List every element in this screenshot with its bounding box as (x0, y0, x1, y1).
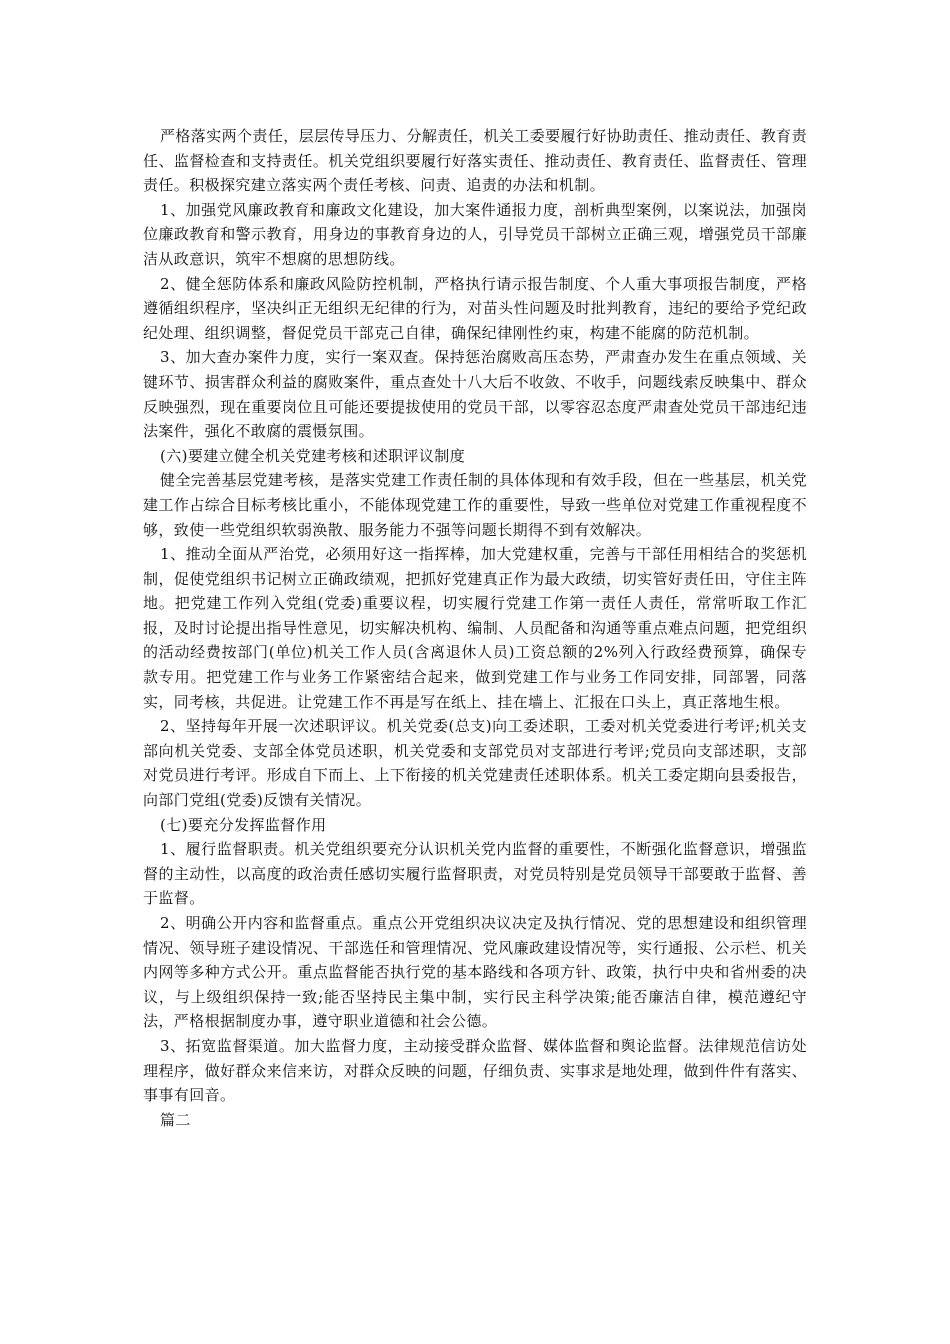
paragraph-item-1-education: 1、加强党风廉政教育和廉政文化建设，加大案件通报力度，剖析典型案例，以案说法，加强岗位廉政教育和警示教育，用身边的事教育身边的人，引导党员干部树立正确三观，增强党员干部廉洁从政意识，筑牢不想腐的思想防线。 (143, 200, 807, 268)
paragraph-item-2-disclosure: 2、明确公开内容和监督重点。重点公开党组织决议决定及执行情况、党的思想建设和组织管理情况、领导班子建设情况、干部选任和管理情况、党风廉政建设情况等，实行通报、公示栏、机关内网等多种方式公开。重点监督能否执行党的基本路线和各项方针、政策，执行中央和省州委的决议，与上级组织保持一致;能否坚持民主集中制，实行民主科学决策;能否廉洁自律，模范遵纪守法，严格根据制度办事，遵守职业道德和社会公德。 (143, 914, 807, 1031)
paragraph-item-3-cases: 3、加大查办案件力度，实行一案双查。保持惩治腐败高压态势，严肃查办发生在重点领域、关键环节、损害群众利益的腐败案件，重点查处十八大后不收敛、不收手，问题线索反映集中、群众反映强烈，现在重要岗位且可能还要提拔使用的党员干部，以零容忍态度严肃查处党员干部违纪违法案件，强化不敢腐的震慑氛围。 (143, 348, 807, 441)
paragraph-item-1-strict-governance: 1、推动全面从严治党，必须用好这一指挥棒，加大党建权重，完善与干部任用相结合的奖惩机制，促使党组织书记树立正确政绩观，把抓好党建真正作为最大政绩，切实管好责任田，守住主阵地。把党建工作列入党组(党委)重要议程，切实履行党建工作第一责任人责任，常常听取工作汇报，及时讨论提出指导性意见，切实解决机构、编制、人员配备和沟通等重点难点问题，把党组织的活动经费按部门(单位)机关工作人员(含离退休人员)工资总额的2%列入行政经费预算，确保专款专用。把党建工作与业务工作紧密结合起来，做到党建工作与业务工作同安排，同部署，同落实，同考核，共促进。让党建工作不再是写在纸上、挂在墙上、汇报在口头上，真正落地生根。 (143, 545, 807, 711)
paragraph-item-2-reporting: 2、坚持每年开展一次述职评议。机关党委(总支)向工委述职，工委对机关党委进行考评;机关支部向机关党委、支部全体党员述职，机关党委和支部党员对支部进行考评;党员向支部述职，支部对党员进行考评。形成自下而上、上下衔接的机关党建责任述职体系。机关工委定期向县委报告，向部门党组(党委)反馈有关情况。 (143, 717, 807, 810)
paragraph-item-1-supervision: 1、履行监督职责。机关党组织要充分认识机关党内监督的重要性，不断强化监督意识，增强监督的主动性，以高度的政治责任感切实履行监督职责，对党员特别是党员领导干部要敢于监督、善于监督。 (143, 840, 807, 908)
document-body (143, 124, 807, 1132)
paragraph-assessment-intro: 健全完善基层党建考核，是落实党建工作责任制的具体体现和有效手段，但在一些基层，机关党建工作占综合目标考核比重小，不能体现党建工作的重要性，导致一些单位对党建工作重视程度不够，致使一些党组织软弱涣散、服务能力不强等问题长期得不到有效解决。 (143, 471, 807, 539)
paragraph-two-responsibilities: 严格落实两个责任，层层传导压力、分解责任，机关工委要履行好协助责任、推动责任、教育责任、监督检查和支持责任。机关党组织要履行好落实责任、推动责任、教育责任、监督责任、管理责任。积极探究建立落实两个责任考核、问责、追责的办法和机制。 (143, 127, 807, 195)
section-label-part-two: 篇二 (160, 1110, 191, 1129)
section-heading-6: (六)要建立健全机关党建考核和述职评议制度 (160, 446, 466, 465)
section-heading-7: (七)要充分发挥监督作用 (160, 815, 327, 834)
paragraph-item-2-prevention: 2、健全惩防体系和廉政风险防控机制，严格执行请示报告制度、个人重大事项报告制度，严格遵循组织程序，坚决纠正无组织无纪律的行为，对苗头性问题及时批判教育，违纪的要给予党纪政纪处理、组织调整，督促党员干部克己自律，确保纪律刚性约束，构建不能腐的防范机制。 (143, 274, 807, 342)
paragraph-item-3-channels: 3、拓宽监督渠道。加大监督力度，主动接受群众监督、媒体监督和舆论监督。法律规范信访处理程序，做好群众来信来访，对群众反映的问题，仔细负责、实事求是地处理，做到件件有落实、事事有回音。 (143, 1036, 807, 1105)
